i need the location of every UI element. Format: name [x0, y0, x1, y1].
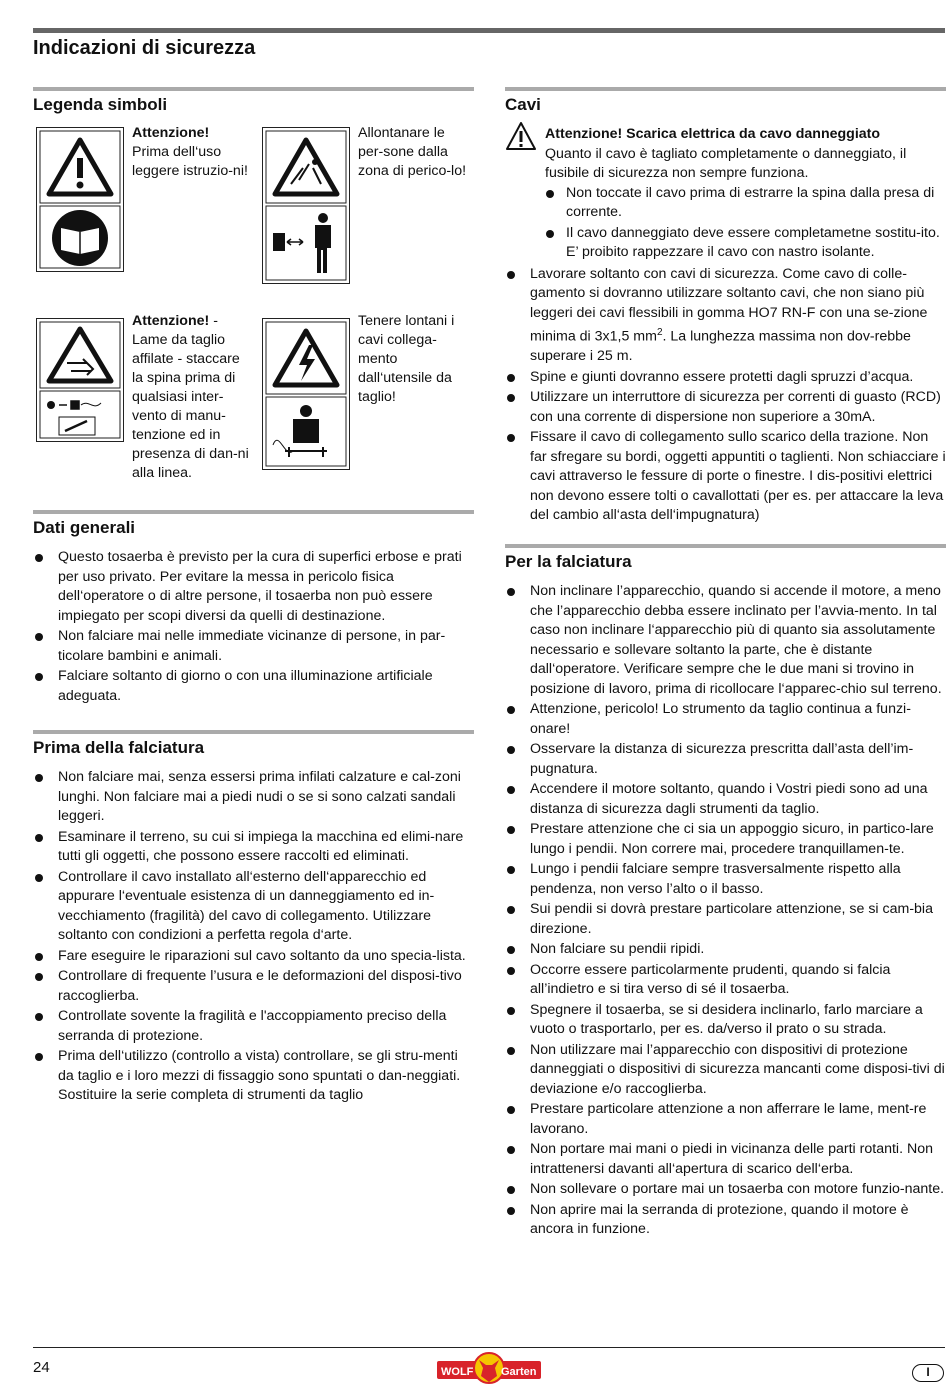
list-item: Controllate sovente la fragilità e l'accoppiamento preciso della serranda di protezione.	[33, 1007, 474, 1046]
list-item	[505, 265, 946, 367]
list-item: Prestare particolare attenzione a non afferrare le lame, ment-re lavorano.	[505, 1100, 946, 1139]
dati-generali-list	[33, 548, 474, 706]
sharp-blades-icon	[37, 319, 123, 441]
falciatura-heading: Per la falciatura	[505, 544, 946, 574]
warning-read-manual-icon	[37, 128, 123, 271]
cavi-warning-text: Quanto il cavo è tagliato completamente o danneggiato, il fusibile di sicurezza non sempre funziona.	[545, 145, 907, 181]
falciatura-list	[505, 582, 946, 1240]
list-item: Fare eseguire le riparazioni sul cavo soltanto da uno specia-lista.	[33, 947, 474, 967]
dati-generali-heading: Dati generali	[33, 510, 474, 540]
list-item: Fissare il cavo di collegamento sullo scarico della trazione. Non far sfregare su bordi, oggetti appuntiti o taglienti. Non schiacciare i cavi attraverso le fessure di porte o finestre. I dis-positivi elettrici non devono essere tolti o cavallottati (per es. per attaccare la leva del cambio all‘asta dell‘impugnatura)	[505, 428, 946, 526]
cavi-list	[505, 265, 946, 526]
list-item: Non sollevare o portare mai un tosaerba con motore funzio-nante.	[505, 1180, 946, 1200]
legend-section	[33, 87, 474, 117]
list-item: Spegnere il tosaerba, se si desidera inclinarlo, farlo marciare a vuoto o trasportarlo, per es. da/verso il prato o su strada.	[505, 1001, 946, 1040]
list-item: Sui pendii si dovrà prestare particolare attenzione, se si cam-bia direzione.	[505, 900, 946, 939]
list-item: Osservare la distanza di sicurezza prescritta dall’asta dell’im-pugnatura.	[505, 740, 946, 779]
symbol-1-text	[132, 124, 250, 181]
list-item: Non falciare su pendii ripidi.	[505, 940, 946, 960]
list-item: Controllare il cavo installato all‘esterno dell‘apparecchio ed appurare l‘eventuale esistenza di un danneggiamento ed in-vecchiamento (fragilità) del cavo di collegamento. Utilizzare soltanto con condizioni a perfetta regola d‘arte.	[33, 868, 474, 946]
keep-people-away-icon	[263, 128, 349, 283]
dati-generali-section	[33, 510, 474, 707]
symbol-1-bold: Attenzione!	[132, 125, 210, 141]
falciatura-section	[505, 544, 946, 1241]
prima-heading: Prima della falciatura	[33, 730, 474, 760]
logo-text-left: WOLF	[441, 1366, 474, 1378]
prima-list	[33, 768, 474, 1106]
electric-hazard-icon	[263, 319, 349, 469]
list-item: Prima dell‘utilizzo (controllo a vista) controllare, se gli stru-menti da taglio e i loro mezzi di fissaggio sono spuntati o dan-neggiati. Sostituire la serie completa di strumenti da taglio	[33, 1047, 474, 1106]
list-item: Prestare attenzione che ci sia un appoggio sicuro, in partico-lare lungo i pendii. Non correre mai, procedere tranquillamen-te.	[505, 820, 946, 859]
symbol-1-desc: Prima dell‘uso leggere istruzio-ni!	[132, 144, 248, 179]
read-manual-symbol	[36, 127, 124, 272]
symbol-3-bold: Attenzione!	[132, 313, 210, 329]
language-badge: I	[912, 1364, 944, 1382]
list-item: Non utilizzare mai l’apparecchio con dispositivi di protezione danneggiati o dispositivi di sicurezza mancanti come disposi-tivi di deviazione e/o raccoglierba.	[505, 1041, 946, 1100]
symbol-4-text	[358, 312, 470, 407]
symbol-3-text	[132, 312, 250, 483]
logo-text-right: Garten	[501, 1366, 537, 1378]
cavi-item-text-end: . La lunghezza massima non dov-rebbe superare i 25 m.	[530, 328, 911, 365]
wolf-garten-logo	[437, 1352, 541, 1386]
list-item: Il cavo danneggiato deve essere completametne sostitu-ito. E’ proibito rappezzare il cavo con nastro isolante.	[545, 224, 946, 263]
keep-away-symbol	[262, 127, 350, 284]
page-number: 24	[33, 1359, 50, 1376]
footer-rule	[33, 1347, 945, 1348]
symbol-3-desc: - Lame da taglio affilate - staccare la spina prima di qualsiasi inter-vento di manu-tenzione ed in presenza di dan-ni alla linea.	[132, 313, 249, 481]
warning-triangle-icon	[505, 121, 537, 151]
list-item: Spine e giunti dovranno essere protetti dagli spruzzi d’acqua.	[505, 368, 946, 388]
list-item: Non aprire mai la serranda di protezione, quando il motore è ancora in funzione.	[505, 1201, 946, 1240]
list-item: Questo tosaerba è previsto per la cura di superfici erbose e prati per uso privato. Per evitare la messa in pericolo fisica dell‘operatore o di altre persone, il tosaerba non può essere impiegato per scopi diversi da quelli di destinazione.	[33, 548, 474, 626]
list-item: Accendere il motore soltanto, quando i Vostri piedi sono ad una distanza di sicurezza dagli strumenti da taglio.	[505, 780, 946, 819]
prima-section	[33, 730, 474, 1107]
list-item: Non toccate il cavo prima di estrarre la spina dalla presa di corrente.	[545, 184, 946, 223]
superscript: 2	[656, 327, 663, 338]
list-item: Utilizzare un interruttore di sicurezza per correnti di guasto (RCD) con una corrente di dispersione non superiore a 30mA.	[505, 388, 946, 427]
symbol-2-text	[358, 124, 468, 181]
cavi-warning-title: Attenzione! Scarica elettrica da cavo danneggiato	[545, 126, 881, 142]
symbol-4-desc: Tenere lontani i cavi collega-mento dall‘utensile da taglio!	[358, 313, 455, 405]
cavi-heading: Cavi	[505, 87, 946, 117]
list-item: Non portare mai mani o piedi in vicinanza delle parti rotanti. Non intrattenersi davanti all‘apertura di scarico dell‘erba.	[505, 1140, 946, 1179]
list-item: Falciare soltanto di giorno o con una illuminazione artificiale adeguata.	[33, 667, 474, 706]
symbol-2-desc: Allontanare le per-sone dalla zona di perico-lo!	[358, 125, 467, 179]
list-item: Esaminare il terreno, su cui si impiega la macchina ed elimi-nare tutti gli oggetti, che possono essere raccolti ed eliminati.	[33, 828, 474, 867]
list-item: Non falciare mai nelle immediate vicinanze di persone, in par-ticolare bambini e animali.	[33, 627, 474, 666]
cavi-section	[505, 87, 946, 527]
sharp-blades-symbol	[36, 318, 124, 442]
list-item: Attenzione, pericolo! Lo strumento da taglio continua a funzi-onare!	[505, 700, 946, 739]
cavi-item-text: Lavorare soltanto con cavi di sicurezza. Come cavo di colle-gamento si dovranno utilizzare soltanto cavi, che non siano più leggeri dei cavi flessibili in gomma HO7 RN-F con una se-zione minima di 3x1,5 mm	[530, 265, 928, 345]
cable-away-symbol	[262, 318, 350, 470]
legend-heading: Legenda simboli	[33, 87, 474, 117]
page-title: Indicazioni di sicurezza	[33, 37, 256, 59]
list-item: Lungo i pendii falciare sempre trasversalmente rispetto alla pendenza, non verso l’alto o il basso.	[505, 860, 946, 899]
list-item: Occorre essere particolarmente prudenti, quando si falcia all’indietro e si tira verso di sé il tosaerba.	[505, 961, 946, 1000]
list-item: Controllare di frequente l’usura e le deformazioni del disposi-tivo raccoglierba.	[33, 967, 474, 1006]
cavi-warning-list	[545, 184, 946, 263]
top-rule	[33, 28, 945, 33]
cavi-warning	[505, 125, 946, 263]
list-item: Non inclinare l’apparecchio, quando si accende il motore, a meno che l’apparecchio debba essere inclinato per l’avvia-mento. In tal caso non inclinare l‘apparecchio più di quanto sia assolutamente necessario e sollevare soltanto la parte, che è distante dall‘operatore. Verificare sempre che le due mani si trovino in posizione di lavoro, prima di ricollocare l‘apparec-chio sul terreno.	[505, 582, 946, 699]
list-item: Non falciare mai, senza essersi prima infilati calzature e cal-zoni lunghi. Non falciare mai a piedi nudi o se si sono calzati sandali leggeri.	[33, 768, 474, 827]
